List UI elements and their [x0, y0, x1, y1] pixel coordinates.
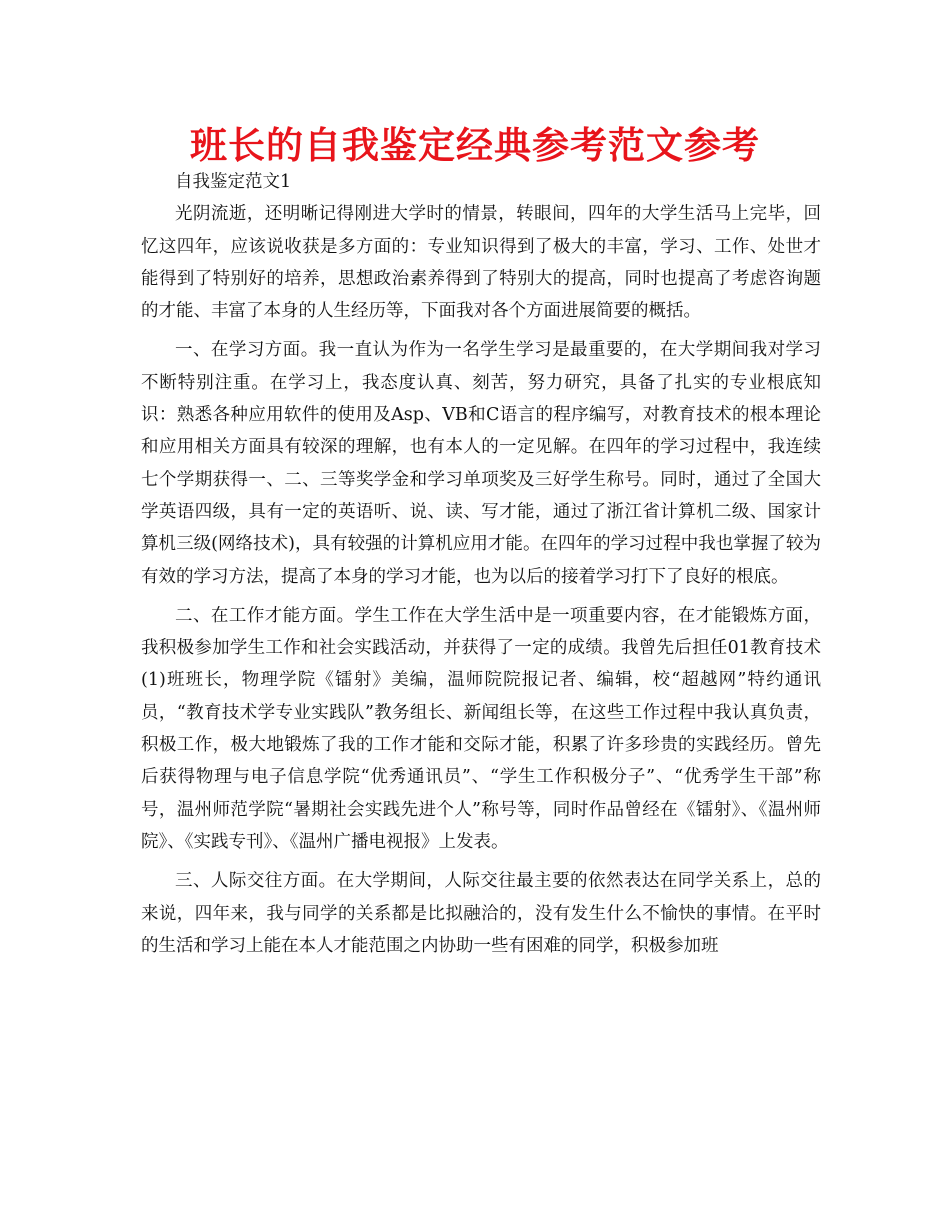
- paragraph-work: 二、在工作才能方面。学生工作在大学生活中是一项重要内容，在才能锻炼方面，我积极参加学生工作和社会实践活动，并获得了一定的成绩。我曾先后担任01教育技术(1)班班长，物理学院《镭射》美编，温师院院报记者、编辑，校“超越网”特约通讯员，“教育技术学专业实践队”教务组长、新闻组长等，在这些工作过程中我认真负责，积极工作，极大地锻炼了我的工作才能和交际才能，积累了许多珍贵的实践经历。曾先后获得物理与电子信息学院“优秀通讯员”、“学生工作积极分子”、“优秀学生干部”称号，温州师范学院“暑期社会实践先进个人”称号等，同时作品曾经在《镭射》、《温州师院》、《实践专刊》、《温州广播电视报》上发表。: [141, 605, 821, 852]
- section-subheading: 自我鉴定范文1: [175, 172, 292, 192]
- document-title: 班长的自我鉴定经典参考范文参考: [190, 124, 760, 167]
- document-body: [141, 166, 821, 969]
- paragraph-intro: 光阴流逝，还明晰记得刚进大学时的情景，转眼间，四年的大学生活马上完毕，回忆这四年，应该说收获是多方面的：专业知识得到了极大的丰富，学习、工作、处世才能得到了特别好的培养，思想政治素养得到了特别大的提高，同时也提高了考虑咨询题的才能、丰富了本身的人生经历等，下面我对各个方面进展简要的概括。: [141, 204, 821, 322]
- paragraph-study: 一、在学习方面。我一直认为作为一名学生学习是最重要的，在大学期间我对学习不断特别注重。在学习上，我态度认真、刻苦，努力研究，具备了扎实的专业根底知识：熟悉各种应用软件的使用及Asp、VB和C语言的程序编写，对教育技术的根本理论和应用相关方面具有较深的理解，也有本人的一定见解。在四年的学习过程中，我连续七个学期获得一、二、三等奖学金和学习单项奖及三好学生称号。同时，通过了全国大学英语四级，具有一定的英语听、说、读、写才能，通过了浙江省计算机二级、国家计算机三级(网络技术)，具有较强的计算机应用才能。在四年的学习过程中我也掌握了较为有效的学习方法，提高了本身的学习才能，也为以后的接着学习打下了良好的根底。: [141, 340, 821, 587]
- paragraph-social: 三、人际交往方面。在大学期间，人际交往最主要的依然表达在同学关系上，总的来说，四年来，我与同学的关系都是比拟融洽的，没有发生什么不愉快的事情。在平时的生活和学习上能在本人才能范围之内协助一些有困难的同学，积极参加班: [141, 871, 821, 956]
